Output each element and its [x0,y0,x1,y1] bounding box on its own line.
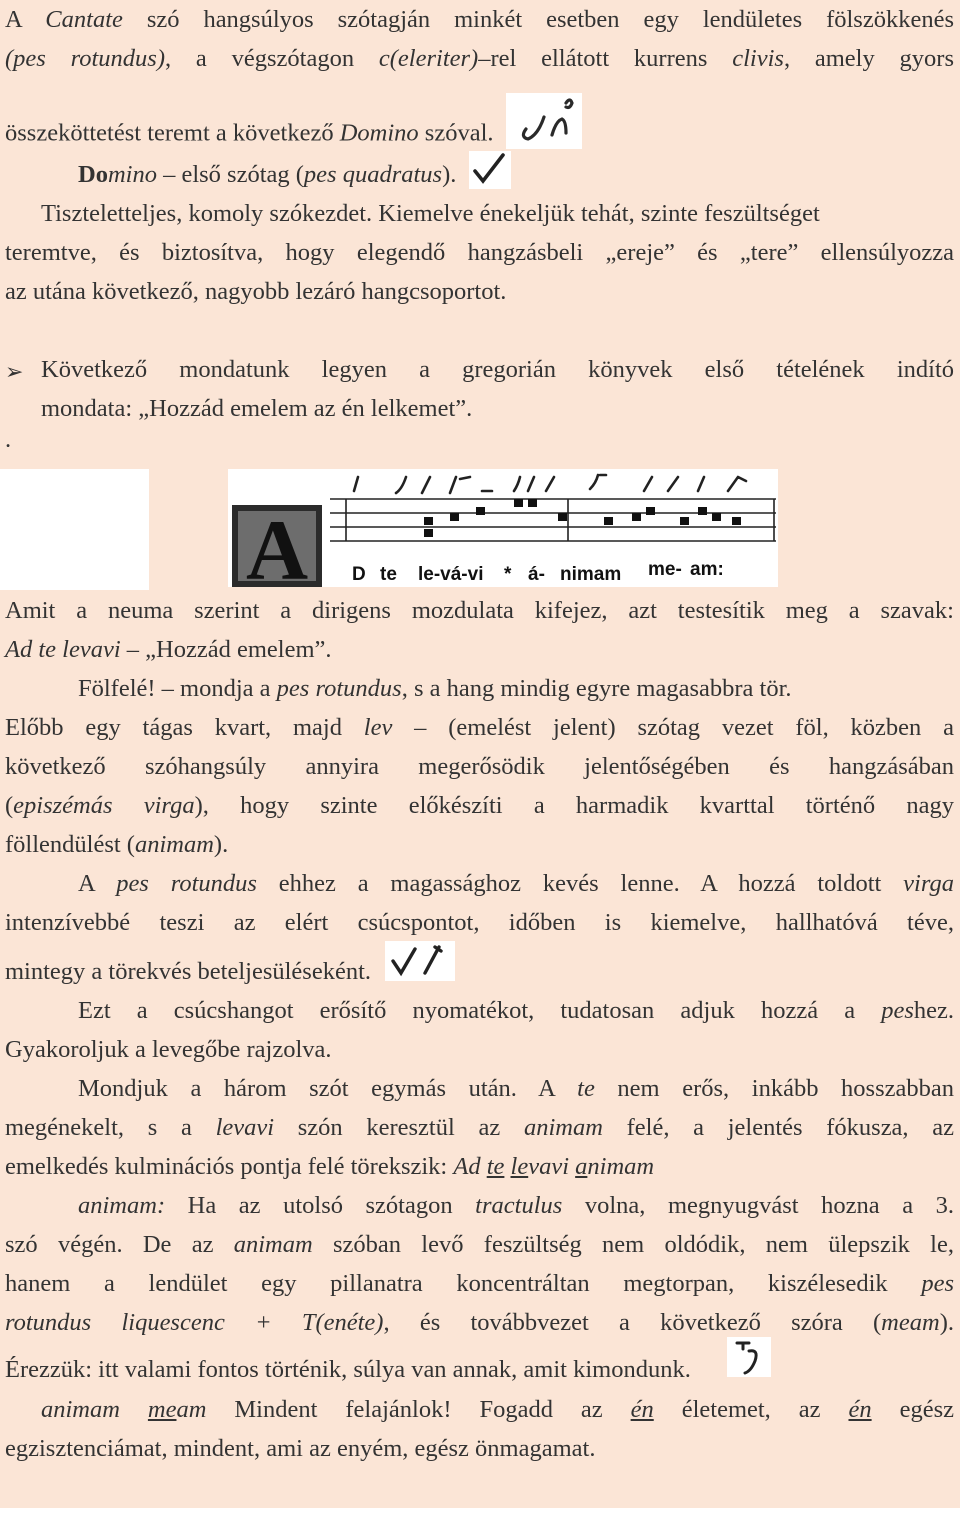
chant-syllable-1: D [352,564,366,585]
para6-line1: Mondjuk a három szót egymás után. A te nem erős, inkább hosszabban [78,1075,954,1102]
domino-line: Domino – első szótag (pes quadratus). [5,155,954,195]
para1-line2: (pes rotundus), a végszótagon c(eleriter)–rel ellátott kurrens clivis, amely gyors [5,45,954,72]
para3-line4: Előbb egy tágas kvart, majd lev – (emelést jelent) szótag vezet föl, közben a [5,714,954,741]
para5-line2: Gyakoroljuk a levegőbe rajzolva. [5,1036,332,1063]
bullet-line2: mondata: „Hozzád emelem az én lelkemet”. [41,395,473,422]
para6-line2: megénekelt, s a levavi szón keresztül az animam felé, a jelentés fókusza, az [5,1114,955,1141]
para8-line2: egzisztenciámat, mindent, ami az enyém, egész önmagamat. [5,1435,596,1462]
chant-syllable-5: á- [528,564,545,585]
chant-syllable-4: * [504,564,512,585]
para3-line2: Ad te levavi – „Hozzád emelem”. [5,636,332,663]
para4-line3: mintegy a törekvés beteljesüléseként. [5,952,954,993]
para2-line2: teremtve, és biztosítva, hogy elegendő hangzásbeli „ereje” és „tere” ellensúlyozza [5,239,954,266]
para8-line1: animam meam Mindent felajánlok! Fogadd az én életemet, az én egész [41,1396,954,1423]
chant-syllable-6: nimam [560,564,622,585]
para7-line4: rotundus liquescenc + T(enéte), és továbbvezet a következő szóra (meam). [5,1309,954,1336]
para3-line3: Fölfelé! – mondja a pes rotundus, s a hang mindig egyre magasabbra tör. [78,675,792,702]
chant-syllable-3: le-vá-vi [418,564,484,585]
pes-rotundus-clivis-neume-image [506,93,582,149]
initial-letter-block [232,502,322,587]
para7-line3: hanem a lendület egy pillanatra koncentráltan megtorpan, kiszélesedik pes [5,1270,954,1297]
para4-line2: intenzívebbé teszi az elért csúcspontot, időben is kiemelve, hallhatóvá téve, [5,909,954,936]
chant-syllable-7: me- [648,559,682,580]
stray-dot: . [5,426,12,453]
pes-liquescent-neume-image [727,1337,771,1377]
bullet-arrow-icon: ➢ [5,359,24,384]
pes-virga-neume-image [385,941,455,981]
para7-line1: animam: Ha az utolsó szótagon tractulus volna, megnyugvást hozna a 3. [78,1192,954,1219]
para2-line1: Tiszteletteljes, komoly szókezdet. Kiemelve énekeljük tehát, szinte feszültséget [41,200,820,227]
para3-line6: (episzémás virga), hogy szinte előkészíti a harmadik kvarttal történő nagy [5,792,954,819]
chant-initial: A [245,502,309,587]
para3-line5: következő szóhangsúly annyira megerősödik jelentőségében és hangzásában [5,753,954,780]
para1-line3: összeköttetést teremt a következő Domino szóval. [5,107,954,163]
chant-score-image [228,469,778,587]
para7-line5: Érezzük: itt valami fontos történik, súlya van annak, amit kimondunk. [5,1350,954,1391]
para2-line3: az utána következő, nagyobb lezáró hangcsoportot. [5,278,507,305]
bottom-margin [0,1508,960,1516]
pes-quadratus-neume-image [469,151,511,189]
chant-syllable-2: te [380,564,397,585]
bullet-line1: Következő mondatunk legyen a gregorián könyvek első tételének indító [41,356,954,383]
para1-line1: A Cantate szó hangsúlyos szótagján minkét esetben egy lendületes fölszökkenés [5,6,954,33]
para5-line1: Ezt a csúcshangot erősítő nyomatékot, tudatosan adjuk hozzá a peshez. [78,997,954,1024]
blank-image-area [0,469,149,590]
chant-syllable-8: am: [690,559,724,580]
para3-line7: föllendülést (animam). [5,831,229,858]
para7-line2: szó végén. De az animam szóban levő feszültség nem oldódik, nem ülepszik le, [5,1231,954,1258]
para4-line1: A pes rotundus ehhez a magassághoz kevés lenne. A hozzá toldott virga [78,870,954,897]
para3-line1: Amit a neuma szerint a dirigens mozdulata kifejez, azt testesítik meg a szavak: [5,597,954,624]
para6-line3: emelkedés kulminációs pontja felé törekszik: Ad te levavi animam [5,1153,655,1180]
